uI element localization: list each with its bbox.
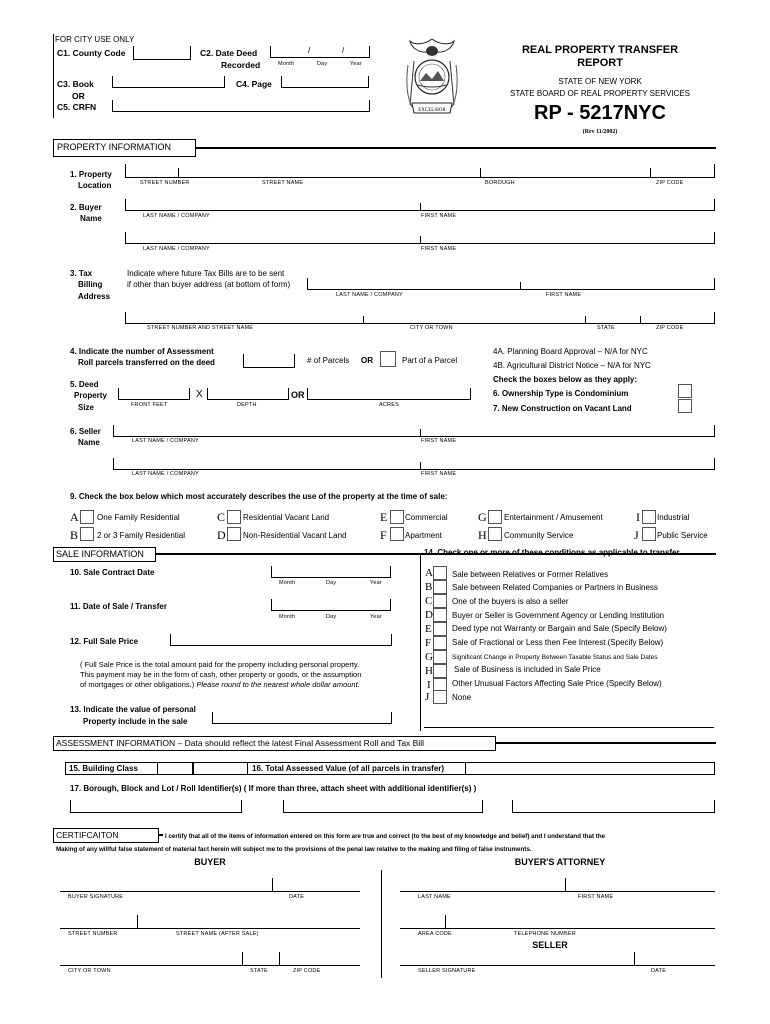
sale-section-title: SALE INFORMATION — [56, 549, 144, 559]
condition-label: Sale between Related Companies or Partners in Business — [452, 583, 658, 592]
depth-field[interactable] — [207, 388, 289, 400]
one-family-checkbox[interactable] — [80, 510, 94, 524]
tax-billing-note: Indicate where future Tax Bills are to be sent — [127, 269, 285, 278]
date-recorded-field[interactable] — [270, 46, 370, 58]
use-letter: I — [636, 510, 640, 524]
sale-price-note: This payment may be in the form of cash, other property or goods, or the assumption — [80, 670, 362, 679]
bbl-field-3[interactable] — [512, 800, 715, 813]
use-letter: J — [634, 528, 639, 542]
date-recorded-label2: Recorded — [221, 60, 261, 70]
caption: SELLER SIGNATURE — [418, 968, 476, 974]
condition-letter: I — [427, 679, 431, 691]
contract-date-field[interactable] — [271, 566, 391, 578]
industrial-checkbox[interactable] — [642, 510, 656, 524]
condition-letter: E — [425, 623, 432, 635]
condition-f-checkbox[interactable] — [433, 636, 447, 650]
use-label: Entertainment / Amusement — [504, 513, 603, 522]
deed-size-label: 5. Deed — [70, 380, 99, 389]
seller-signature-line[interactable] — [400, 965, 715, 966]
two-three-family-checkbox[interactable] — [80, 527, 94, 541]
city-use-label: FOR CITY USE ONLY — [55, 35, 135, 44]
or-label: OR — [361, 356, 373, 365]
crfn-field[interactable] — [112, 100, 370, 112]
condition-label: One of the buyers is also a seller — [452, 597, 569, 606]
caption: FIRST NAME — [578, 894, 614, 900]
sale-price-field[interactable] — [170, 634, 392, 646]
use-letter: C — [217, 510, 226, 524]
page-field[interactable] — [281, 76, 369, 88]
buyer-heading: BUYER — [194, 857, 226, 867]
caption: FIRST NAME — [546, 292, 582, 298]
bbl-field-1[interactable] — [70, 800, 242, 813]
assessed-value-label: 16. Total Assessed Value (of all parcels in transfer) — [252, 764, 445, 773]
cert-column-divider — [381, 870, 382, 978]
use-label: 2 or 3 Family Residential — [97, 531, 186, 540]
condition-letter: J — [425, 691, 430, 703]
condition-b-checkbox[interactable] — [433, 580, 447, 594]
use-letter: D — [217, 528, 226, 542]
seller-name-label2: Name — [78, 438, 100, 447]
field-divider — [242, 952, 243, 965]
use-label: One Family Residential — [97, 513, 180, 522]
deed-size-label3: Size — [78, 403, 95, 412]
x-label: X — [196, 389, 203, 400]
apartment-checkbox[interactable] — [390, 527, 404, 541]
parcels-label: # of Parcels — [307, 356, 350, 365]
parcels-count-field[interactable] — [243, 354, 295, 368]
state-label: STATE OF NEW YORK — [558, 77, 642, 86]
caption: BOROUGH — [485, 180, 515, 186]
caption: AREA CODE — [418, 931, 452, 937]
seller-name-field-1[interactable] — [113, 425, 715, 437]
condominium-label: 6. Ownership Type is Condominium — [493, 389, 629, 398]
ny-state-seal-icon — [400, 35, 465, 121]
contract-date-label: 10. Sale Contract Date — [70, 568, 155, 577]
use-letter: A — [70, 510, 79, 524]
field-divider — [279, 952, 280, 965]
sale-date-label: 11. Date of Sale / Transfer — [70, 602, 167, 611]
caption: CITY OR TOWN — [410, 325, 453, 331]
field-divider — [650, 168, 651, 178]
month-label: Month — [279, 580, 296, 586]
use-letter: H — [478, 528, 487, 542]
page-label: C4. Page — [236, 79, 272, 89]
cert-section-title: CERTIFCAITON — [56, 830, 119, 840]
date-slash: / — [308, 46, 311, 55]
sale-price-note: ( Full Sale Price is the total amount paid for the property including personal property. — [80, 660, 360, 669]
caption: FIRST NAME — [421, 213, 457, 219]
tax-billing-label3: Address — [78, 292, 111, 301]
year-label: Year — [370, 580, 382, 586]
condition-label: Other Unusual Factors Affecting Sale Price (Specify Below) — [452, 679, 662, 688]
buyer-signature-line[interactable] — [60, 891, 360, 892]
sale-price-note3 — [80, 680, 360, 690]
caption: ZIP CODE — [656, 180, 684, 186]
condition-label: Sale of Business is included in Sale Price — [454, 665, 601, 674]
condition-letter: D — [425, 609, 433, 621]
caption: LAST NAME / COMPANY — [132, 438, 199, 444]
caption: ZIP CODE — [293, 968, 321, 974]
deed-size-label2: Property — [74, 391, 107, 400]
caption: LAST NAME / COMPANY — [143, 213, 210, 219]
part-of-parcel-label: Part of a Parcel — [402, 356, 458, 365]
field-divider — [363, 316, 364, 324]
caption: STREET NAME (AFTER SALE) — [176, 931, 259, 937]
board-label: STATE BOARD OF REAL PROPERTY SERVICES — [510, 89, 690, 98]
field-divider — [585, 316, 586, 324]
conditions-question: 14. Check one or more of these conditions as applicable to transfer — [424, 548, 680, 557]
residential-vacant-checkbox[interactable] — [227, 510, 241, 524]
bbl-field-2[interactable] — [283, 800, 483, 813]
part-of-parcel-checkbox[interactable] — [380, 351, 396, 367]
condition-letter: G — [425, 651, 433, 663]
personal-property-field[interactable] — [212, 712, 392, 724]
use-label: Non-Residential Vacant Land — [243, 531, 347, 540]
field-divider — [480, 168, 481, 178]
day-label: Day — [326, 614, 337, 620]
buyer-name-label: 2. Buyer — [70, 203, 102, 212]
building-class-label: 15. Building Class — [69, 764, 138, 773]
caption: FIRST NAME — [421, 438, 457, 444]
form-number: RP - 5217NYC — [534, 102, 666, 124]
caption: FRONT FEET — [131, 402, 168, 408]
new-construction-checkbox[interactable] — [678, 399, 692, 413]
condition-j-checkbox[interactable] — [433, 690, 447, 704]
condition-label: Sale between Relatives or Former Relatives — [452, 570, 609, 579]
attorney-phone-line[interactable] — [400, 928, 715, 929]
condition-label: Sale of Fractional or Less then Fee Interest (Specify Below) — [452, 638, 664, 647]
condominium-checkbox[interactable] — [678, 384, 692, 398]
condition-label: Significant Change in Property Between Taxable Status and Sale Dates — [452, 654, 658, 661]
assessment-parcels-label: 4. Indicate the number of Assessment — [70, 347, 214, 356]
acres-field[interactable] — [307, 388, 471, 400]
condition-c-checkbox[interactable] — [433, 594, 447, 608]
personal-property-label: 13. Indicate the value of personal — [70, 705, 196, 714]
field-divider — [640, 316, 641, 324]
field-divider — [420, 462, 421, 470]
caption: ZIP CODE — [656, 325, 684, 331]
entertainment-checkbox[interactable] — [488, 510, 502, 524]
month-label: Month — [278, 61, 295, 67]
sale-price-label: 12. Full Sale Price — [70, 637, 139, 646]
tax-billing-label: 3. Tax — [70, 269, 93, 278]
assessed-value-field[interactable] — [465, 762, 715, 775]
caption: STREET NUMBER — [140, 180, 190, 186]
condition-g-checkbox[interactable] — [433, 650, 447, 664]
form-title-line2: REPORT — [577, 57, 623, 69]
property-location-label2: Location — [78, 181, 112, 190]
caption: STREET NUMBER — [68, 931, 118, 937]
caption: ACRES — [379, 402, 399, 408]
day-label: Day — [326, 580, 337, 586]
condition-label: Buyer or Seller is Government Agency or Lending Institution — [452, 611, 665, 620]
property-location-field[interactable] — [125, 164, 715, 178]
building-class-field-2[interactable] — [193, 762, 248, 775]
personal-property-label2: Property include in the sale — [83, 717, 188, 726]
building-class-field-1[interactable] — [157, 762, 193, 775]
caption: LAST NAME — [418, 894, 451, 900]
agricultural-notice-label: 4B. Agricultural District Notice – N/A for NYC — [493, 361, 651, 370]
buyer-address-line[interactable] — [60, 928, 360, 929]
caption: DATE — [289, 894, 305, 900]
revision-label: (Rev 11/2002) — [582, 129, 618, 135]
caption: STREET NAME — [262, 180, 304, 186]
use-label: Apartment — [405, 531, 442, 540]
property-use-question: 9. Check the box below which most accurately describes the use of the property at the time of sale: — [70, 492, 448, 501]
condition-letter: A — [425, 567, 433, 579]
month-label: Month — [279, 614, 296, 620]
field-divider — [445, 915, 446, 928]
condition-label: None — [452, 693, 472, 702]
caption: DATE — [651, 968, 667, 974]
condition-d-checkbox[interactable] — [433, 608, 447, 622]
field-divider — [420, 203, 421, 211]
form-title-line1: REAL PROPERTY TRANSFER — [521, 44, 679, 56]
condition-h-checkbox[interactable] — [433, 664, 447, 678]
sale-date-field[interactable] — [271, 599, 391, 611]
condition-a-checkbox[interactable] — [433, 566, 447, 580]
year-label: Year — [350, 61, 362, 67]
public-service-checkbox[interactable] — [642, 527, 656, 541]
field-divider — [272, 878, 273, 891]
tax-billing-name-field[interactable] — [307, 278, 715, 290]
field-divider — [634, 952, 635, 965]
seller-name-field-2[interactable] — [113, 458, 715, 470]
day-label: Day — [317, 61, 328, 67]
field-divider — [137, 915, 138, 928]
use-label: Industrial — [657, 513, 690, 522]
check-below-label: Check the boxes below as they apply: — [493, 375, 638, 384]
attorney-name-line[interactable] — [400, 891, 715, 892]
caption: DEPTH — [237, 402, 257, 408]
cert-text: Making of any willful false statement of material fact herein will subject me to the provisions of the penal law relative to the making and filing of false instruments. — [56, 846, 532, 853]
use-label: Residential Vacant Land — [243, 513, 330, 522]
condition-letter: B — [425, 581, 433, 593]
caption: FIRST NAME — [421, 471, 457, 477]
caption: BUYER SIGNATURE — [68, 894, 124, 900]
buyer-name-label2: Name — [80, 214, 102, 223]
condition-letter: C — [425, 595, 433, 607]
seal-motto: EXCELSIOR — [418, 108, 446, 113]
crfn-label: C5. CRFN — [57, 102, 97, 112]
caption: TELEPHONE NUMBER — [514, 931, 576, 937]
commercial-checkbox[interactable] — [390, 510, 404, 524]
caption: LAST NAME / COMPANY — [143, 246, 210, 252]
caption: FIRST NAME — [421, 246, 457, 252]
tax-billing-label2: Billing — [78, 280, 103, 289]
conditions-specify-line[interactable] — [424, 727, 714, 728]
caption: STATE — [597, 325, 615, 331]
caption: LAST NAME / COMPANY — [336, 292, 403, 298]
condition-letter: H — [425, 665, 433, 677]
community-service-checkbox[interactable] — [488, 527, 502, 541]
field-divider — [420, 429, 421, 437]
buyer-city-line[interactable] — [60, 965, 360, 966]
bbl-label: 17. Borough, Block and Lot / Roll Identifier(s) ( If more than three, attach sheet with additional identifier(s) ) — [70, 784, 477, 793]
assessment-parcels-label2: Roll parcels transferred on the deed — [78, 358, 215, 367]
tax-billing-note2: if other than buyer address (at bottom of form) — [127, 280, 291, 289]
caption: STATE — [250, 968, 268, 974]
caption: CITY OR TOWN — [68, 968, 111, 974]
use-letter: F — [380, 528, 387, 542]
seller-name-label: 6. Seller — [70, 427, 101, 436]
note-text: of mortgages or other obligations.) — [80, 680, 197, 689]
planning-board-label: 4A. Planning Board Approval – N/A for NYC — [493, 347, 648, 356]
use-label: Public Service — [657, 531, 708, 540]
new-construction-label: 7. New Construction on Vacant Land — [493, 404, 632, 413]
property-location-label: 1. Property — [70, 170, 112, 179]
caption: STREET NUMBER AND STREET NAME — [147, 325, 254, 331]
field-divider — [178, 168, 179, 178]
or-label: OR — [72, 91, 85, 101]
sale-column-divider — [420, 553, 421, 731]
nonresidential-vacant-checkbox[interactable] — [227, 527, 241, 541]
or-label: OR — [291, 390, 305, 400]
attorney-heading: BUYER'S ATTORNEY — [514, 857, 606, 867]
caption: LAST NAME / COMPANY — [132, 471, 199, 477]
field-divider — [565, 878, 566, 891]
note-italic: Please round to the nearest whole dollar amount. — [196, 680, 360, 689]
cert-text: I certify that all of the items of information entered on this form are true and correct (to the best of my knowledge and belief) and I understand that the — [165, 833, 606, 840]
seller-heading: SELLER — [532, 940, 568, 950]
book-field[interactable] — [112, 76, 225, 88]
tax-billing-address-field[interactable] — [125, 312, 715, 324]
use-letter: G — [478, 510, 487, 524]
use-letter: E — [380, 510, 388, 524]
condition-e-checkbox[interactable] — [433, 622, 447, 636]
condition-label: Deed type not Warranty or Bargain and Sale (Specify Below) — [452, 624, 667, 633]
date-recorded-label: C2. Date Deed — [200, 48, 258, 58]
header-left-border — [53, 34, 54, 118]
year-label: Year — [370, 614, 382, 620]
date-slash: / — [342, 46, 345, 55]
assessment-section-title: ASSESSMENT INFORMATION – Data should reflect the latest Final Assessment Roll and Tax Bill — [56, 738, 424, 748]
front-feet-field[interactable] — [118, 388, 190, 400]
use-letter: B — [70, 528, 79, 542]
use-label: Community Service — [504, 531, 574, 540]
field-divider — [420, 236, 421, 244]
property-section-title: PROPERTY INFORMATION — [57, 142, 172, 152]
field-divider — [520, 282, 521, 290]
use-label: Commercial — [405, 513, 448, 522]
book-label: C3. Book — [57, 79, 94, 89]
county-code-field[interactable] — [133, 46, 191, 60]
county-code-label: C1. County Code — [57, 48, 126, 58]
condition-letter: F — [425, 637, 432, 649]
